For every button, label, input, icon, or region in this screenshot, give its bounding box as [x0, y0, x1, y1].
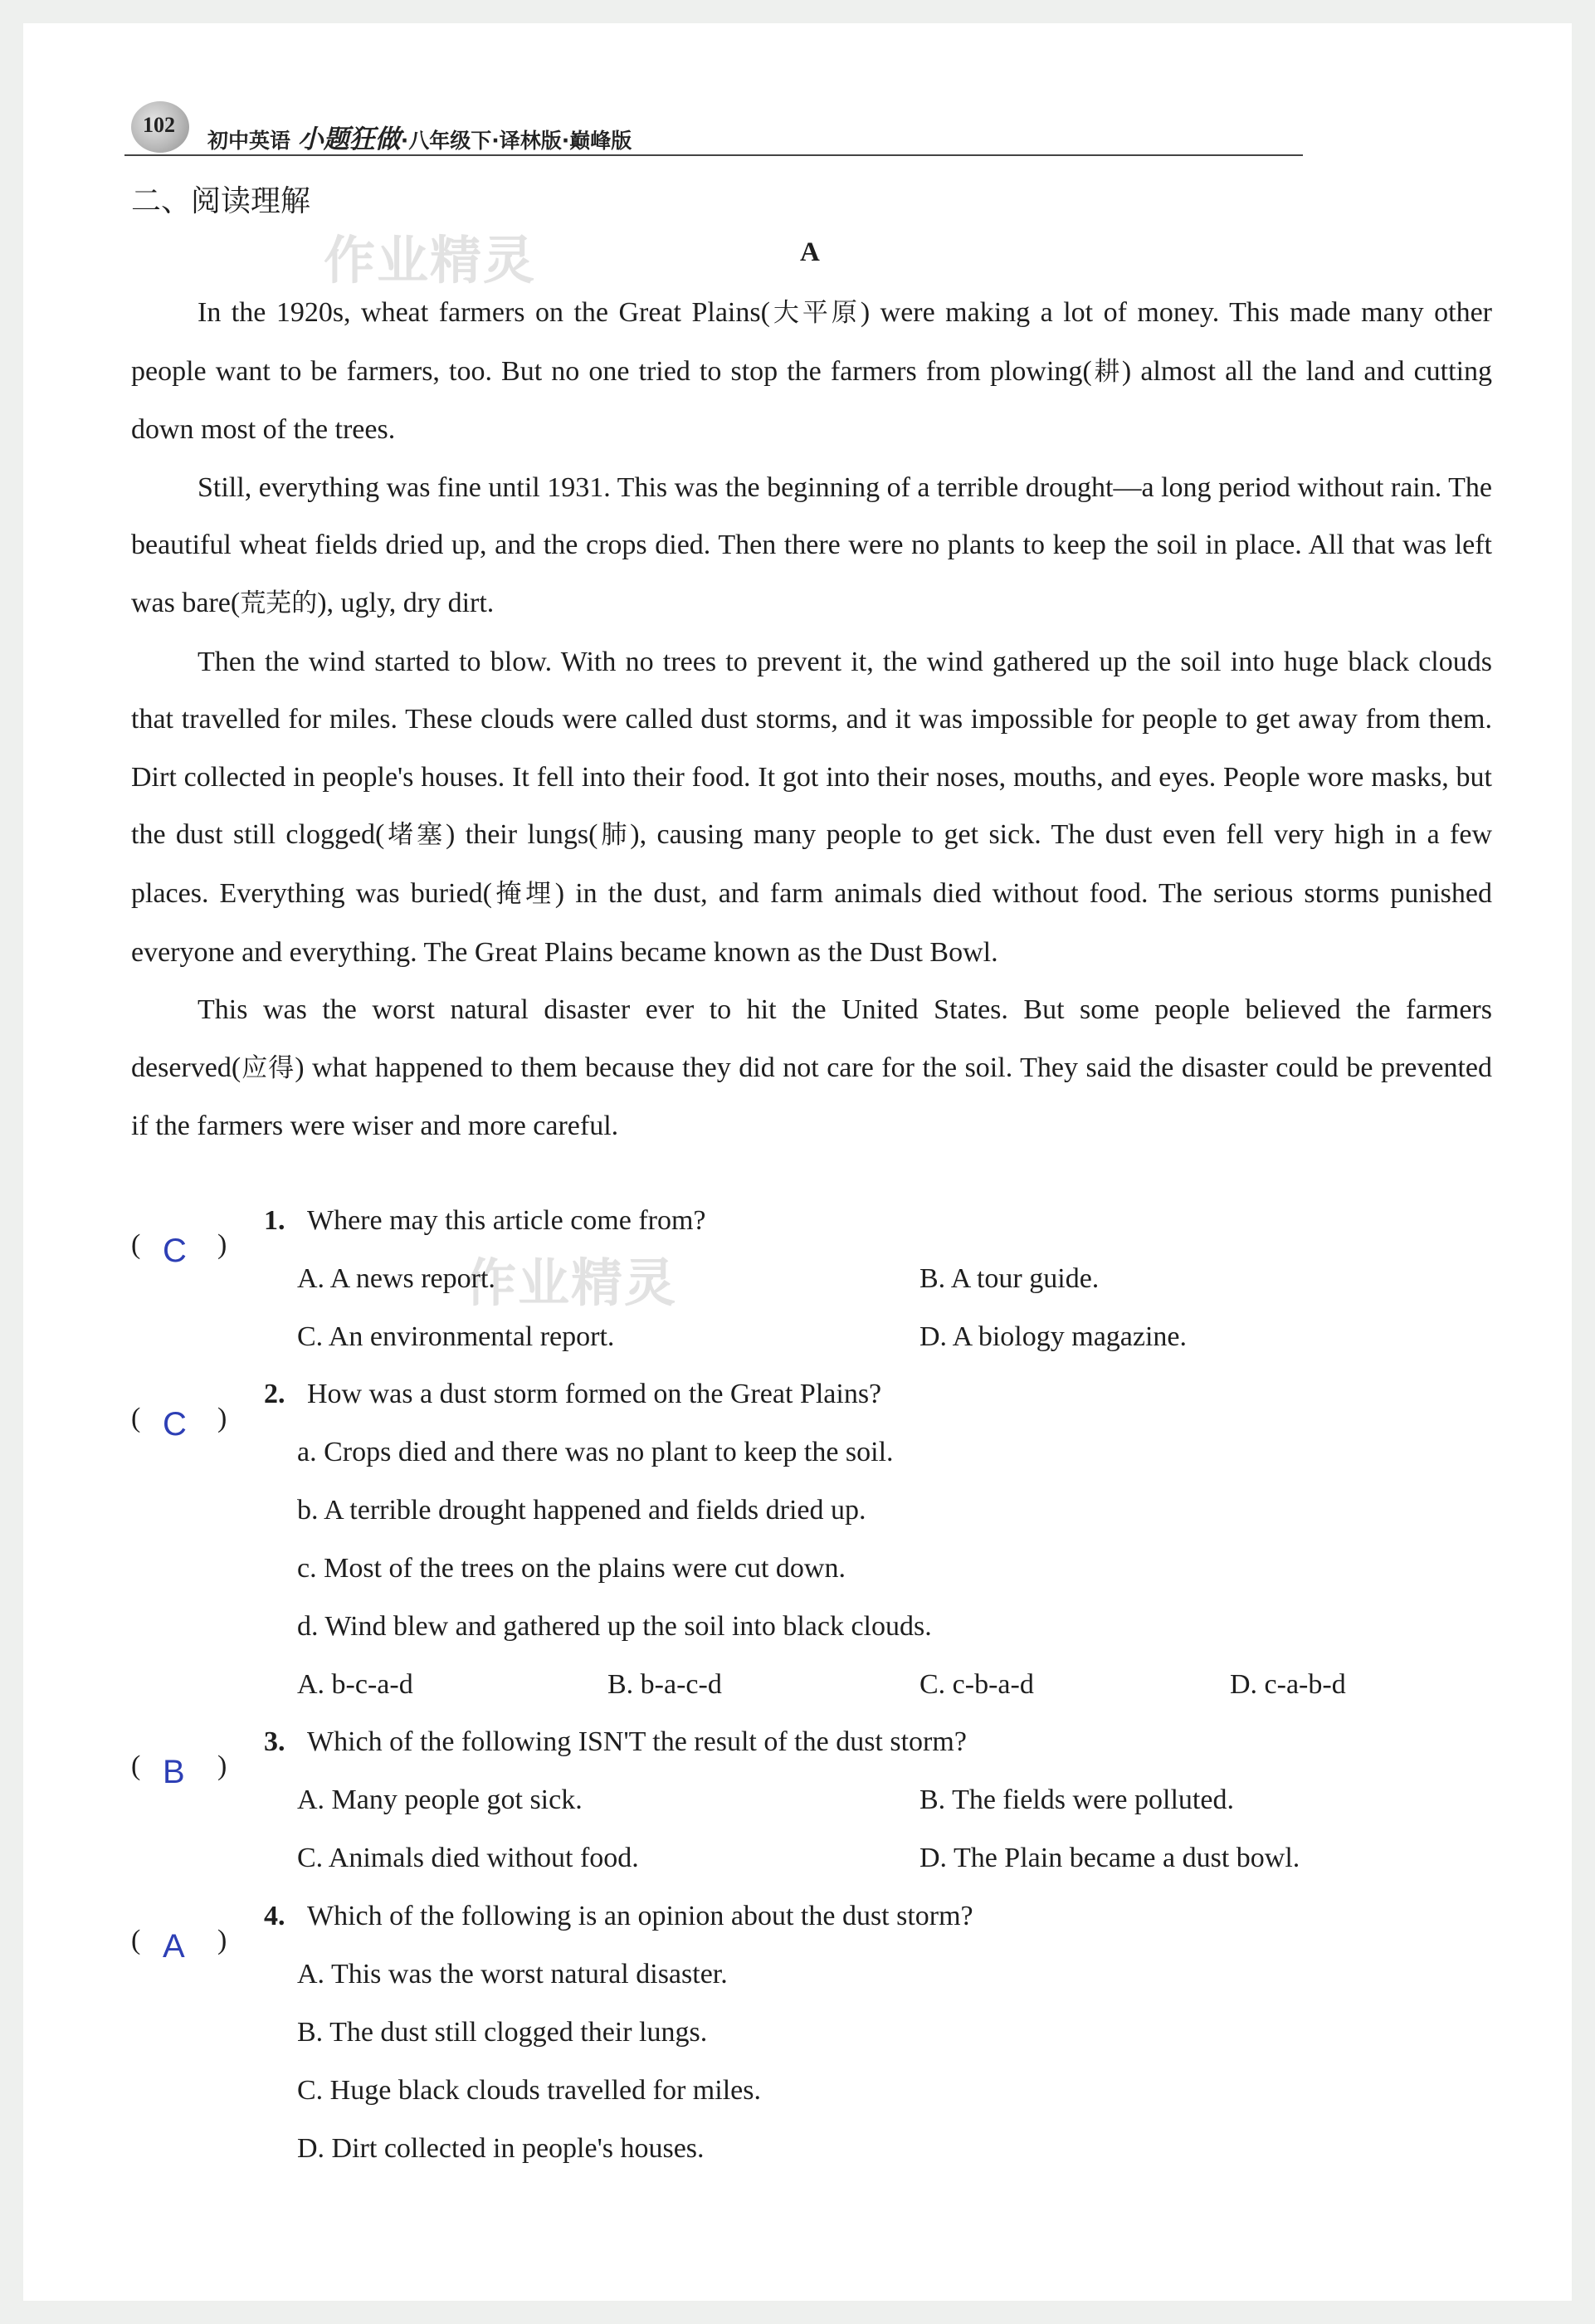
passage-text: This was the worst natural disaster ever to hit the United States. But some people believed the farmers deserved(: [131, 994, 1492, 1083]
chinese-gloss: 应得: [241, 1052, 295, 1083]
question-stem: Which of the following ISN'T the result of the dust storm?: [307, 1726, 967, 1757]
option-d: D. The Plain became a dust bowl.: [919, 1843, 1300, 1873]
chinese-gloss: 掩埋: [491, 878, 555, 909]
question-number: 1.: [264, 1205, 285, 1236]
passage-paragraph: [131, 981, 1492, 1155]
chinese-gloss: 堵塞: [384, 820, 446, 851]
reading-passage: [131, 284, 1492, 1155]
watermark: 作业精灵: [465, 1252, 678, 1313]
option-a: A. Many people got sick.: [297, 1784, 583, 1815]
passage-text: ), ugly, dry dirt.: [317, 587, 495, 618]
passage-paragraph: [131, 459, 1492, 633]
statement-c: c. Most of the trees on the plains were cut down.: [297, 1553, 846, 1584]
handwritten-answer: A: [163, 1928, 185, 1965]
question-stem: How was a dust storm formed on the Great Plains?: [307, 1379, 882, 1409]
page-number: 102: [143, 113, 175, 137]
statement-a: a. Crops died and there was no plant to keep the soil.: [297, 1437, 894, 1467]
passage-text: ) what happened to them because they did not care for the soil. They said the disaster could be prevented if the farmers were wiser and more careful.: [131, 1052, 1493, 1142]
handwritten-answer: C: [163, 1233, 187, 1269]
header-divider: [124, 154, 1303, 156]
option-a: A. This was the worst natural disaster.: [297, 1959, 728, 1990]
option-c: C. c-b-a-d: [919, 1669, 1034, 1700]
passage-text: ) were making a lot of money. This made many other people want to be farmers, too. But no one tried to stop the farmers from plowing(: [131, 297, 1492, 387]
passage-text: In the 1920s, wheat farmers on the Great Plains(: [198, 297, 770, 328]
chinese-gloss: 荒芜的: [240, 588, 318, 618]
question-4: ( A ) 4. Which of the following is an opinion about the dust storm?: [131, 1901, 973, 1965]
passage-text: ) almost all the land and cutting down most of the trees.: [131, 355, 1493, 446]
book-series-title: [207, 118, 632, 155]
passage-text: Still, everything was fine until 1931. This was the beginning of a terrible drought—a long period without rain. The beautiful wheat fields dried up, and the crops died. Then there were no plants to keep the soil in place. All that was left was bare(: [131, 471, 1492, 618]
option-b: B. The fields were polluted.: [919, 1784, 1234, 1815]
passage-paragraph: [131, 633, 1492, 982]
handwritten-answer: B: [163, 1754, 185, 1790]
question-stem: Where may this article come from?: [307, 1205, 706, 1236]
question-stem: Which of the following is an opinion about the dust storm?: [307, 1901, 973, 1931]
passage-paragraph: [131, 284, 1492, 459]
option-a: A. A news report.: [297, 1263, 495, 1294]
option-d: D. A biology magazine.: [919, 1321, 1188, 1352]
question-number: 4.: [264, 1901, 285, 1931]
question-number: 3.: [264, 1726, 285, 1757]
option-d: D. Dirt collected in people's houses.: [297, 2133, 705, 2164]
option-b: B. A tour guide.: [919, 1263, 1100, 1294]
passage-label: A: [800, 237, 820, 267]
option-c: C. Huge black clouds travelled for miles.: [297, 2075, 761, 2106]
chinese-gloss: 耕: [1091, 356, 1122, 387]
chinese-gloss: 肺: [598, 820, 631, 851]
passage-text: ), causing many people to get sick. The dust even fell very high in a few places. Everything was buried(: [131, 819, 1493, 909]
question-1: ( C ) 1. Where may this article come from?: [131, 1205, 706, 1269]
option-c: C. Animals died without food.: [297, 1843, 639, 1873]
passage-text: ) in the dust, and farm animals died without food. The serious storms punished everyone and everything. The Great Plains became known as the Dust Bowl.: [131, 877, 1492, 968]
statement-d: d. Wind blew and gathered up the soil into black clouds.: [297, 1611, 932, 1642]
grade-edition: ·八年级下·译林版·巅峰版: [400, 129, 632, 153]
question-2: ( C ) 2. How was a dust storm formed on the Great Plains?: [131, 1379, 882, 1443]
question-number: 2.: [264, 1379, 285, 1409]
option-b: B. b-a-c-d: [607, 1669, 722, 1700]
option-c: C. An environmental report.: [297, 1321, 615, 1352]
passage-text: Then the wind started to blow. With no trees to prevent it, the wind gathered up the soil into huge black clouds that travelled for miles. These clouds were called dust storms, and it was impossible for people to get away from them. Dirt collected in people's houses. It fell into their food. It got into their noses, mouths, and eyes. People wore masks, but the dust still clogged(: [131, 646, 1492, 851]
option-b: B. The dust still clogged their lungs.: [297, 2017, 708, 2048]
watermark: 作业精灵: [324, 230, 537, 290]
question-3: ( B ) 3. Which of the following ISN'T the result of the dust storm?: [131, 1726, 967, 1790]
passage-text: ) their lungs(: [446, 819, 598, 851]
option-d: D. c-a-b-d: [1230, 1669, 1346, 1700]
chinese-gloss: 大平原: [769, 298, 861, 328]
series-title: 初中英语: [207, 129, 291, 153]
option-a: A. b-c-a-d: [297, 1669, 413, 1700]
statement-b: b. A terrible drought happened and fields dried up.: [297, 1495, 866, 1526]
section-heading: 二、阅读理解: [131, 184, 311, 218]
handwritten-answer: C: [163, 1406, 187, 1443]
brand-logo-text: 小题狂做: [297, 124, 401, 154]
